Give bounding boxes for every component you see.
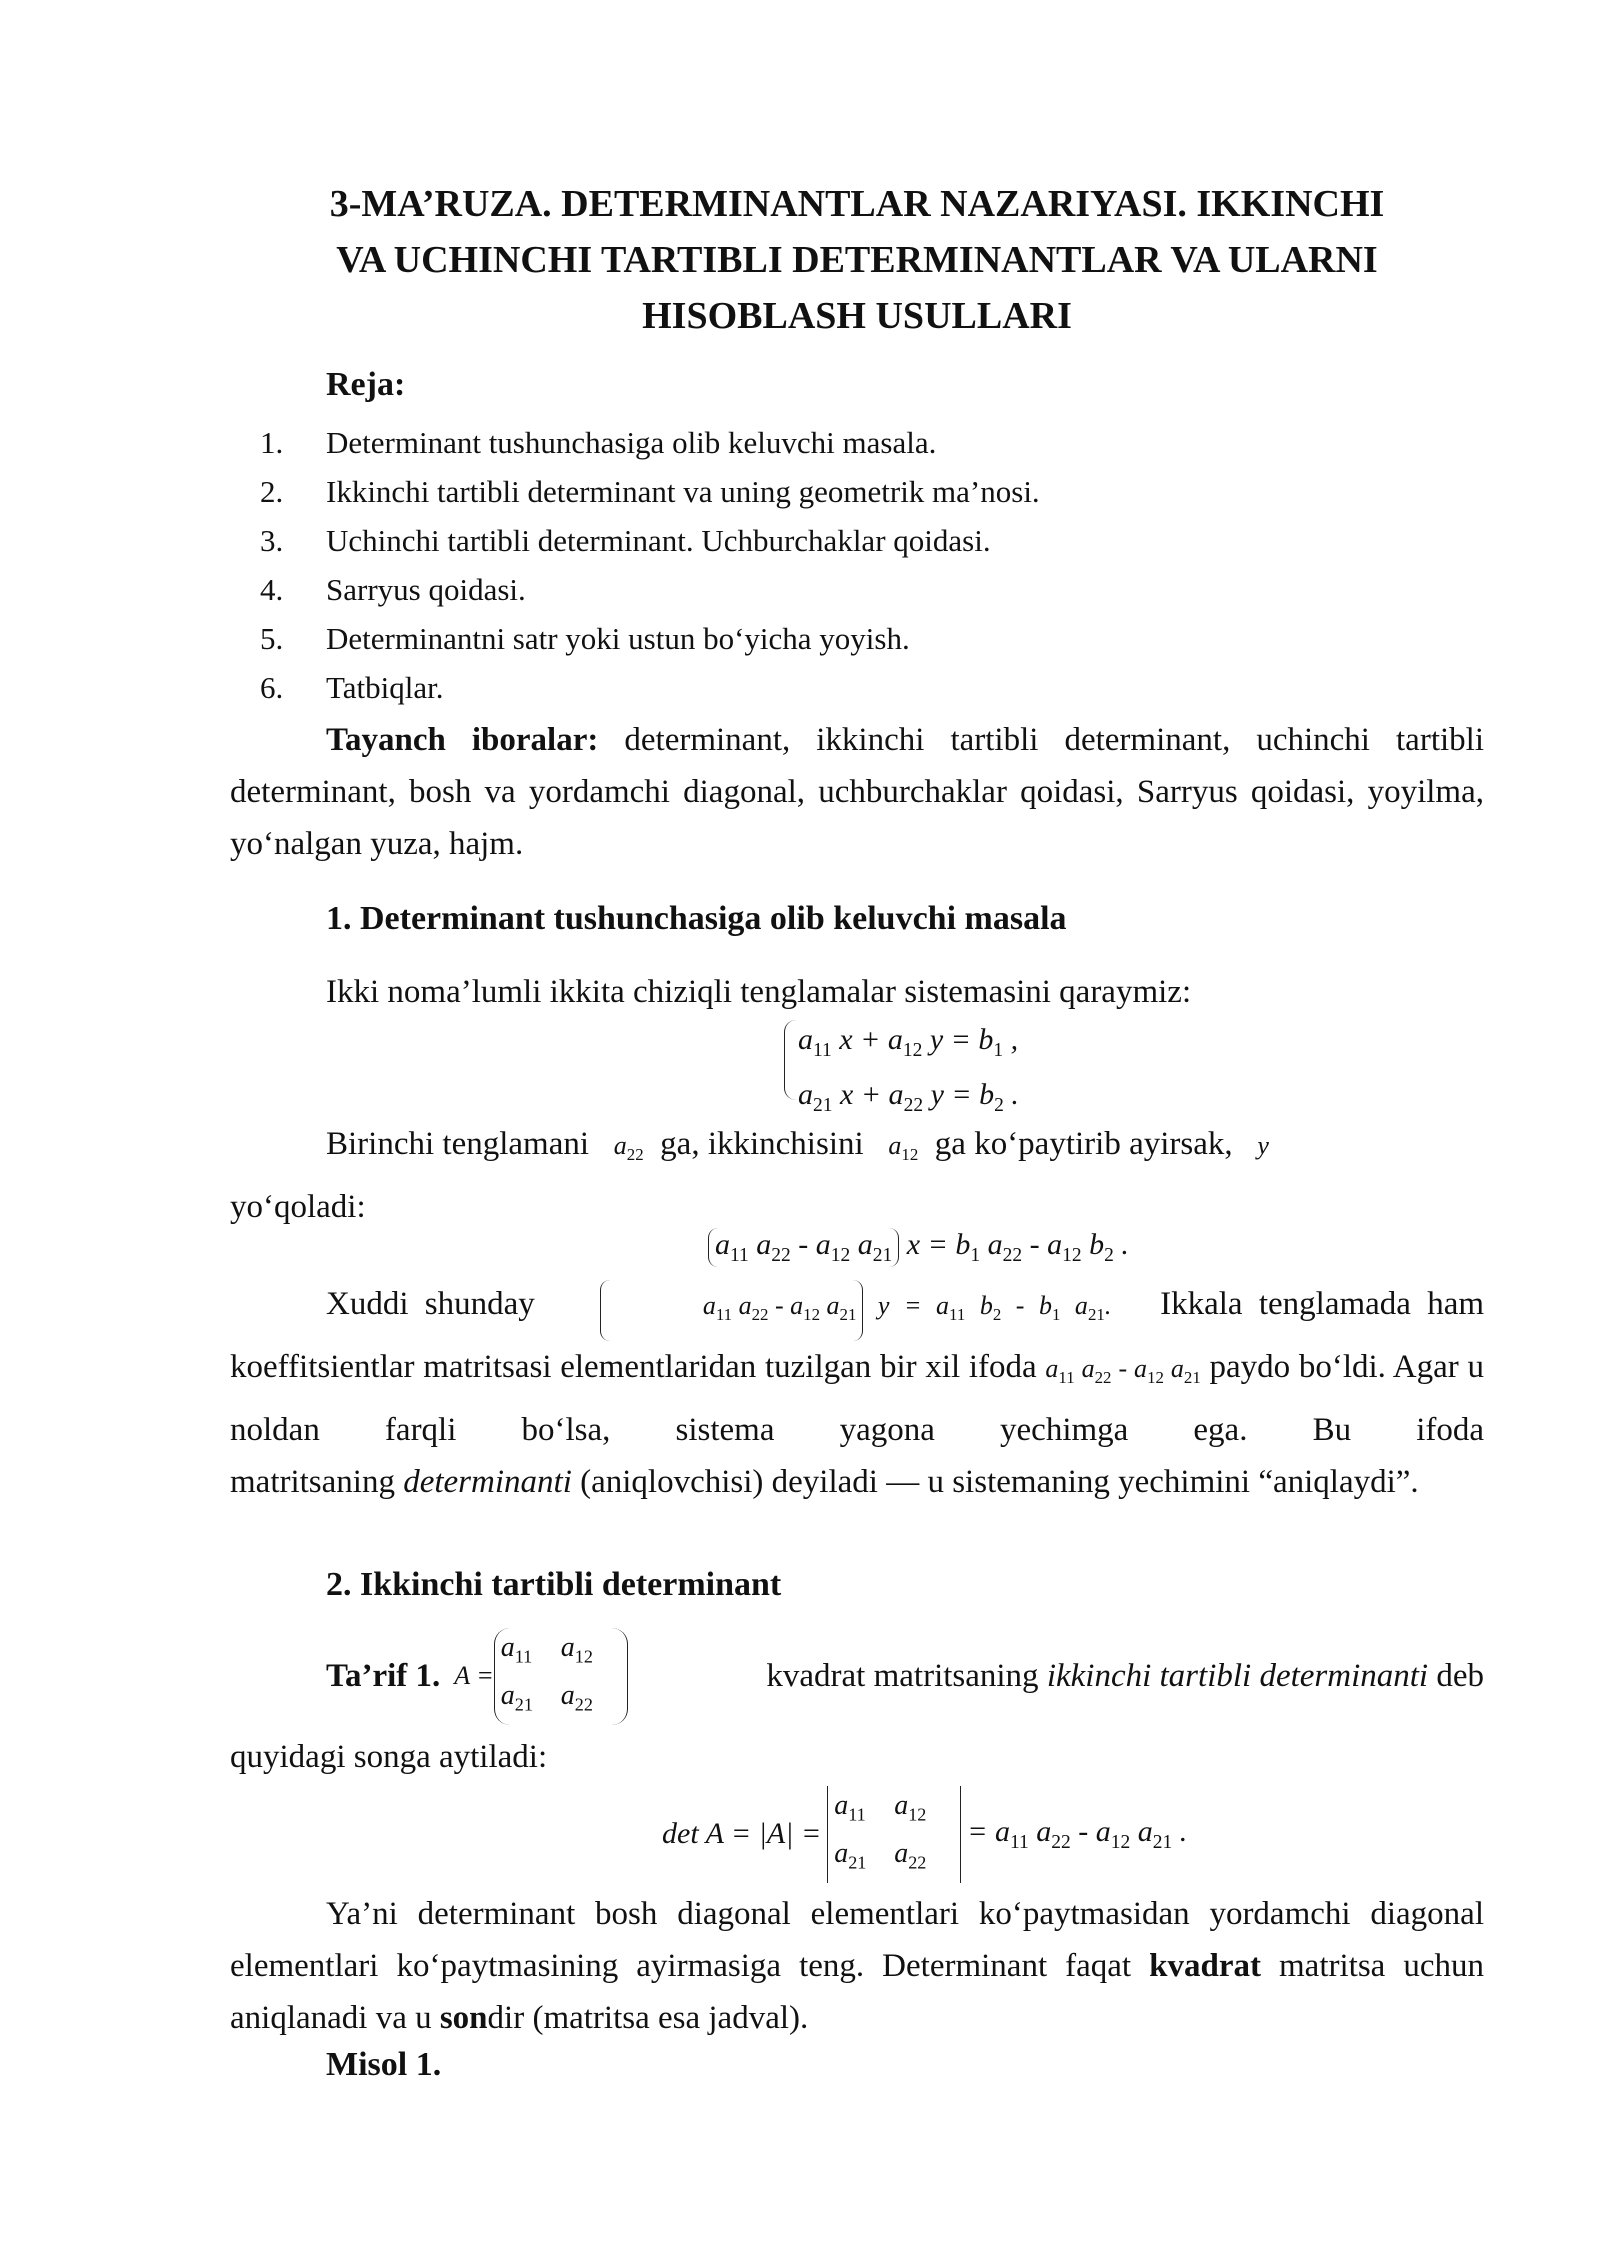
plan-item [230,418,1484,467]
determinant-matrix: $a_{11}$ $a_{12}$ $a_{21}$ $a_{22}$ [827,1786,961,1883]
plan-item-number: 4. [260,572,284,607]
definition-text-1: kvadrat matritsaning [766,1658,1039,1695]
plan-item-text: Tatbiqlar. [326,670,444,705]
plan-item-text: Sarryus qoidasi. [326,572,526,607]
explanation-text-2: matritsa uchun aniqlanadi va u [230,1948,1484,2036]
section-1-intro: Ikki noma’lumli ikkita chiziqli tenglamalar sistemasini qaraymiz: [326,974,1192,1010]
determinant-explanation [230,1888,1484,2044]
keywords-label: Tayanch iboralar: [326,722,599,758]
equation-1: $a_{11}$ $x + a_{12}$ $y = b_1$ , [798,1023,1019,1061]
plan-item [230,516,1484,565]
eliminated-equation-x: $a_{11}$ $a_{22} - a_{12}$ $a_{21}$ $x = b_1$ $a_{22} - a_{12}$ $b_2$ . [708,1228,1129,1267]
elimination-text-1: Birinchi tenglamani [326,1126,590,1162]
var-y: y [1257,1131,1269,1160]
elimination-text-2: ga, ikkinchisini [660,1126,864,1162]
explanation-text-1: Ya’ni determinant bosh diagonal elementlari ko‘paytmasidan yordamchi diagonal elementlari ko‘paytmasining ayirmasiga teng. Determinant faqat [230,1896,1484,1984]
plan-item [230,467,1484,516]
determines-text: (aniqlovchisi) deyiladi — u sistemaning yechimini “aniqlaydi”. [580,1463,1419,1500]
elimination-text-3: ga ko‘paytirib ayirsak, [934,1126,1233,1162]
definition-label: Ta’rif 1. [326,1658,441,1695]
plan-item-text: Determinantni satr yoki ustun bo‘yicha yoyish. [326,621,910,656]
title-line: HISOBLASH USULLARI [642,295,1072,337]
coef-a12: $a_{12}$ [888,1131,919,1164]
section-2-heading: 2. Ikkinchi tartibli determinant [326,1566,782,1603]
keywords-text: determinant, ikkinchi tartibli determinant, uchinchi tartibli determinant, bosh va yordamchi diagonal, uchburchaklar qoidasi, Sarryus qoidasi, yoyilma, yo‘nalgan yuza, hajm. [230,722,1484,862]
plan-item [230,614,1484,663]
determinant-formula: det A = |A| = $a_{11}$ $a_{12}$ $a_{21}$ $a_{22}$ = $a_{11}$ $a_{22} - a_{12}$ $a_{21}$ . [662,1786,1187,1883]
plan-item-number: 3. [260,523,284,558]
equation-2: $a_{21}$ $x + a_{22}$ $y = b_2$ . [798,1077,1019,1116]
left-brace [784,1020,797,1100]
emphasis-number: son [439,2000,488,2036]
plan-item-number: 2. [260,474,284,509]
keywords-paragraph [230,714,1484,870]
nonzero-text: paydo bo‘ldi. Agar u noldan farqli bo‘lsa, sistema yagona yechimga ega. Bu ifoda matritsaning [230,1348,1484,1500]
determinant-expression: $a_{11}$ $a_{22} - a_{12}$ $a_{21}$ [1045,1353,1201,1387]
plan-item-text: Uchinchi tartibli determinant. Uchburchaklar qoidasi. [326,523,991,558]
common-expression-text: Ikkala tenglamada ham koeffitsientlar matritsasi elementlaridan tuzilgan bir xil ifoda [230,1286,1485,1385]
matrix-a-name: A = [454,1661,494,1691]
plan-item-text: Determinant tushunchasiga olib keluvchi masala. [326,425,937,460]
matrix-a: $a_{11}$ $a_{12}$ $a_{21}$ $a_{22}$ [494,1628,628,1725]
explanation-text-3: dir (matritsa esa jadval). [487,2000,809,2036]
emphasis-square: kvadrat [1149,1948,1261,1984]
similar-text: Xuddi shunday [326,1286,535,1322]
definition-1 [230,1628,1484,1783]
plan-item [230,565,1484,614]
plan-item-text: Ikkinchi tartibli determinant va uning geometrik ma’nosi. [326,474,1040,509]
definition-text-3: quyidagi songa aytiladi: [230,1738,548,1775]
plan-heading: Reja: [326,366,406,403]
definition-term: ikkinchi tartibli determinanti [1046,1658,1429,1695]
title-line: 3-MA’RUZA. DETERMINANTLAR NAZARIYASI. IKKINCHI [329,183,1385,225]
lecture-title [230,176,1484,344]
elimination-text-4: yo‘qoladi: [230,1188,366,1225]
plan-list [230,418,1484,712]
elimination-paragraph [230,1118,1484,1233]
determinant-definition-paragraph [230,1278,1484,1508]
determinant-term: determinanti [403,1463,572,1500]
eliminated-equation-y: $a_{11}$ $a_{22} - a_{12}$ $a_{21}$ $y = a_{11}$ $b_2 - b_1$ $a_{21}$. [600,1291,1112,1320]
plan-item-number: 1. [260,425,284,460]
definition-text-2: deb [1436,1658,1484,1695]
plan-item [230,663,1484,712]
plan-item-number: 5. [260,621,284,656]
equation-system [798,1018,1019,1128]
plan-item-number: 6. [260,670,284,705]
example-1-heading: Misol 1. [326,2046,442,2083]
title-line: VA UCHINCHI TARTIBLI DETERMINANTLAR VA ULARNI [336,239,1378,281]
coef-a22: $a_{22}$ [613,1131,644,1164]
section-1-heading: 1. Determinant tushunchasiga olib keluvchi masala [326,900,1067,937]
